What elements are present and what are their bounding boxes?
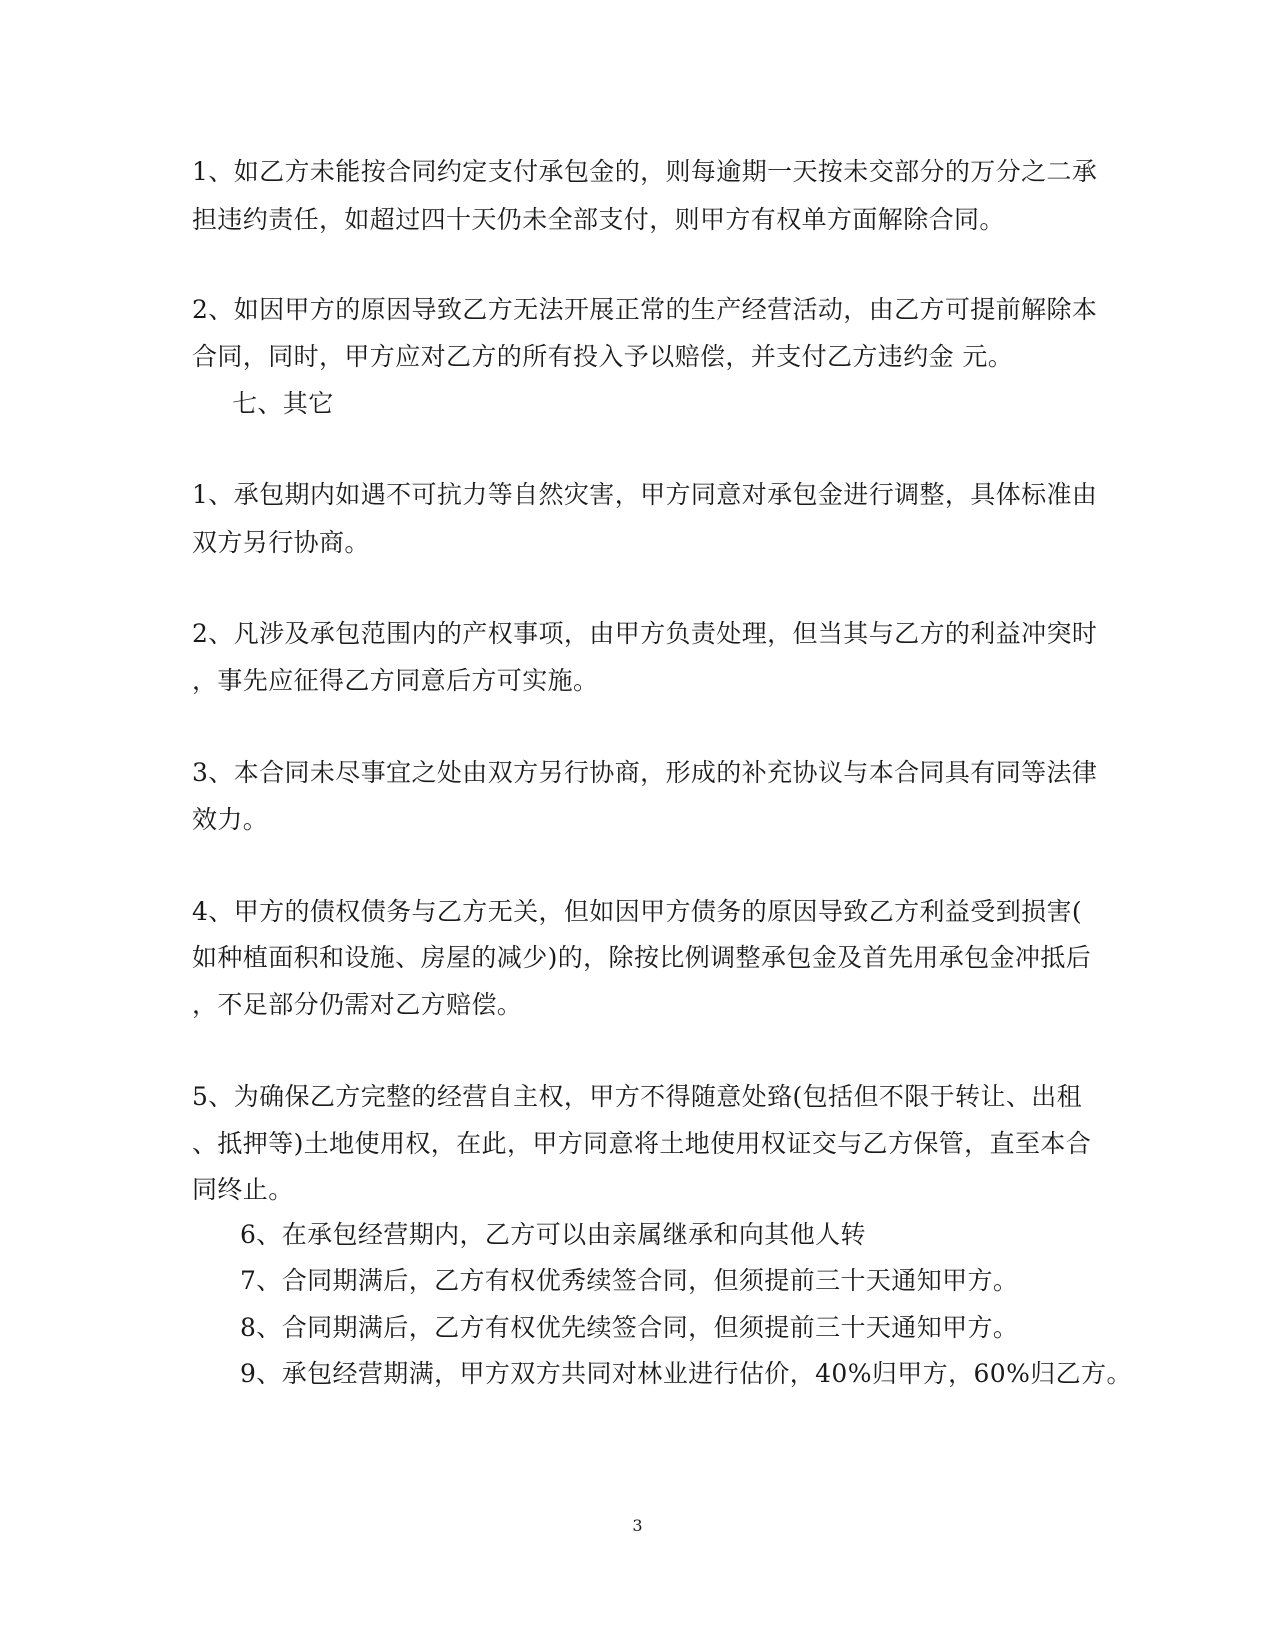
other-item-3-line-2: 效力。 xyxy=(192,805,269,834)
other-item-5-line-2: 、抵押等)土地使用权，在此，甲方同意将土地使用权证交与乙方保管，直至本合 xyxy=(192,1129,1092,1158)
other-item-4-line-1: 4、甲方的债权债务与乙方无关，但如因甲方债务的原因导致乙方利益受到损害( xyxy=(192,897,1083,926)
paragraph-2-line-2: 合同，同时，甲方应对乙方的所有投入予以赔偿，并支付乙方违约金 元。 xyxy=(192,342,1014,371)
page-number: 3 xyxy=(632,1516,643,1535)
other-item-4-line-2: 如种植面积和设施、房屋的减少)的，除按比例调整承包金及首先用承包金冲抵后 xyxy=(192,943,1092,972)
other-item-1-line-1: 1、承包期内如遇不可抗力等自然灾害，甲方同意对承包金进行调整，具体标准由 xyxy=(192,480,1098,509)
other-item-7: 7、合同期满后，乙方有权优秀续签合同，但须提前三十天通知甲方。 xyxy=(240,1266,1019,1295)
other-item-5-line-1: 5、为确保乙方完整的经营自主权，甲方不得随意处臵(包括但不限于转让、出租 xyxy=(192,1082,1083,1111)
other-item-6: 6、在承包经营期内，乙方可以由亲属继承和向其他人转 xyxy=(240,1220,866,1249)
other-item-4-line-3: ，不足部分仍需对乙方赔偿。 xyxy=(192,990,523,1019)
other-item-5-line-3: 同终止。 xyxy=(192,1175,294,1204)
section-heading-other: 七、其它 xyxy=(232,389,334,418)
other-item-2-line-1: 2、凡涉及承包范围内的产权事项，由甲方负责处理，但当其与乙方的利益冲突时 xyxy=(192,619,1098,648)
paragraph-2-line-1: 2、如因甲方的原因导致乙方无法开展正常的生产经营活动，由乙方可提前解除本 xyxy=(192,295,1098,324)
other-item-2-line-2: ，事先应征得乙方同意后方可实施。 xyxy=(192,666,599,695)
paragraph-1-line-1: 1、如乙方未能按合同约定支付承包金的，则每逾期一天按未交部分的万分之二承 xyxy=(192,157,1098,186)
other-item-8: 8、合同期满后，乙方有权优先续签合同，但须提前三十天通知甲方。 xyxy=(240,1313,1019,1342)
paragraph-1-line-2: 担违约责任，如超过四十天仍未全部支付，则甲方有权单方面解除合同。 xyxy=(192,205,1005,234)
other-item-3-line-1: 3、本合同未尽事宜之处由双方另行协商，形成的补充协议与本合同具有同等法律 xyxy=(192,758,1098,787)
other-item-9: 9、承包经营期满，甲方双方共同对林业进行估价，40%归甲方，60%归乙方。 xyxy=(240,1359,1132,1388)
other-item-1-line-2: 双方另行协商。 xyxy=(192,528,370,557)
